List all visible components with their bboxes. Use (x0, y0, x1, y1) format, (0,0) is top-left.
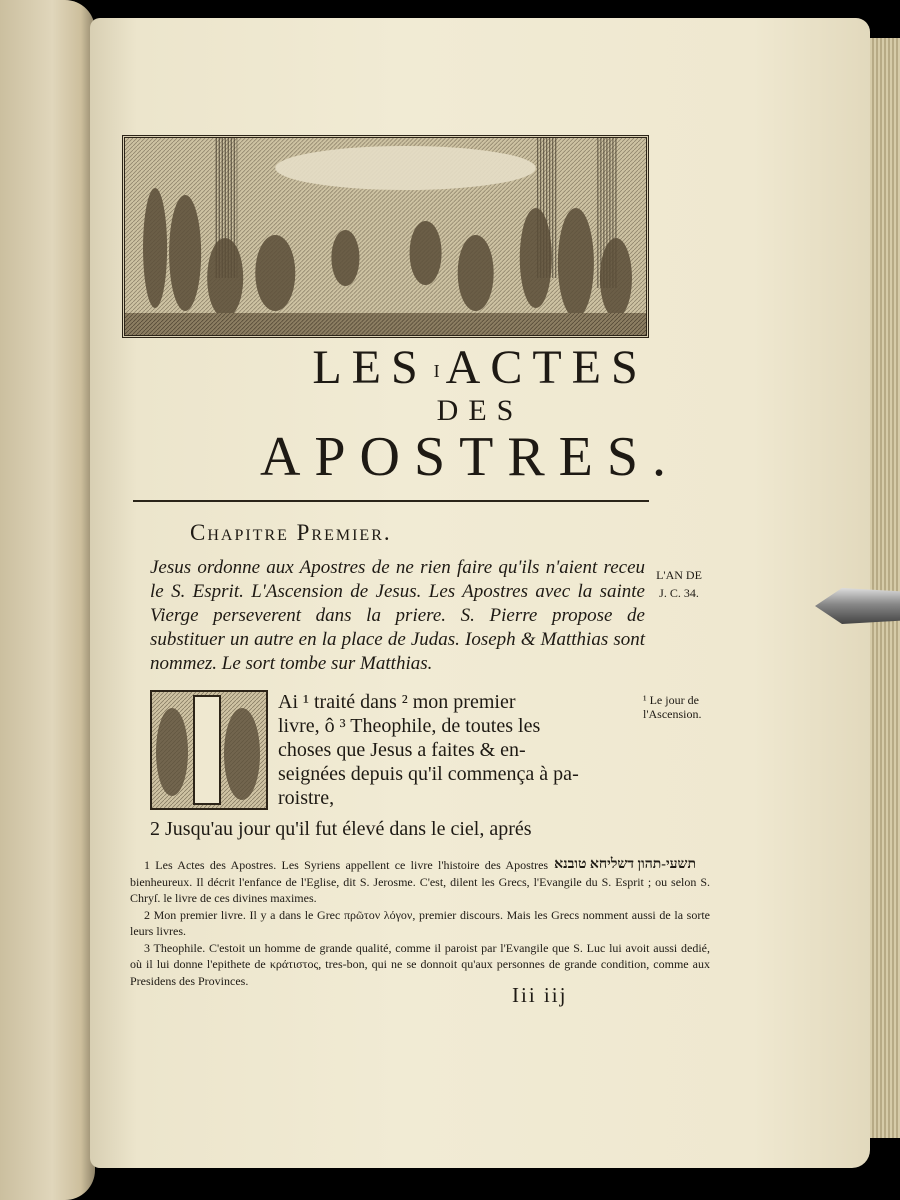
header-engraving (122, 135, 649, 338)
verse-1 (278, 690, 635, 810)
footnote-1-text: 1 Les Actes des Apostres. Les Syriens appellent ce livre l'histoire des Apostres bienheureux. Il décrit l'enfance de l'Eglise, dit S. Jerosme. C'est, dilent les Grecs, l'Evangile du S. Esprit ; ou selon S. Chryſ. le livre de ces divines maximes. (130, 858, 710, 905)
page-edges (868, 38, 900, 1138)
footnote-3: 3 Theophile. C'estoit un homme de grande qualité, comme il paroist par l'Evangile que S. Luc lui avoit aussi dedié, où il lui donne l'epithete de κράτιστος, tres-bon, qui ne se donnoit qu'aux personnes de grande condition, comme aux Presidens des Provinces. (130, 940, 710, 988)
margin-year (640, 566, 718, 602)
chapter-summary: Jesus ordonne aux Apostres de ne rien faire qu'ils n'aient receu le S. Esprit. L'Ascension de Jesus. Les Apostres avec la sainte Vierge perseverent dans la priere. S. Pierre propose de substituer un autre en la place de Judas. Ioseph & Matthias sont nommez. Le sort tombe sur Matthias. (150, 557, 645, 674)
title-footnote-mark: I (433, 361, 440, 382)
verse-1-line-1: Ai ¹ traité dans ² mon premier (278, 691, 516, 713)
title-word-les: LES (312, 341, 428, 394)
margin-year-line2: J. C. 34. (659, 586, 699, 600)
title-word-actes: ACTES (445, 341, 648, 394)
footnotes (130, 857, 710, 989)
verse-1-line-4: seignées depuis qu'il commença à pa- (278, 763, 579, 785)
title-line-3: APOSTRES. (259, 426, 681, 488)
verse-1-line-3: choses que Jesus a faites & en- (278, 739, 526, 761)
footnote-2: 2 Mon premier livre. Il y a dans le Grec πρῶτον λόγον, premier discours. Mais les Grecs nomment aussi de la sorte leurs livres. (130, 907, 710, 938)
footnote-1 (130, 857, 710, 907)
decorated-initial (150, 690, 268, 810)
verse-2: 2 Jusqu'au jour qu'il fut élevé dans le ciel, aprés (150, 818, 532, 840)
left-page (0, 0, 95, 1200)
title-line-1 (0, 340, 900, 395)
verse-1-line-5: roistre, (278, 787, 335, 809)
footnote-1-hebrew: תשעי-תהון דשליחא טובנא (554, 857, 696, 872)
signature-mark: Iii iij (512, 983, 568, 1007)
chapter-heading: Chapitre Premier. (190, 520, 392, 545)
title-line-2: DES (436, 394, 524, 427)
verse-1-line-2: livre, ô ³ Theophile, de toutes les (278, 715, 541, 737)
margin-year-line1: L'AN DE (656, 568, 702, 582)
margin-note: ¹ Le jour de l'Ascension. (643, 693, 702, 721)
title-rule (133, 500, 649, 502)
